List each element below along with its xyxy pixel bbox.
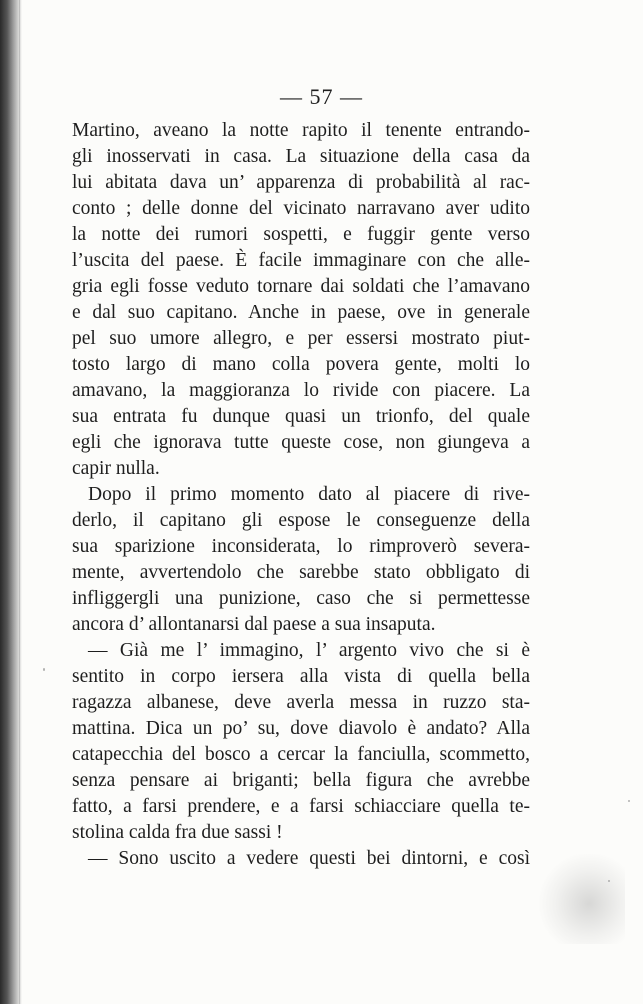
paper-speck [43, 668, 45, 671]
paragraph [72, 118, 530, 482]
text-line: pel suo umore allegro, e per essersi mostrato piut- [72, 328, 530, 349]
text-line: senza pensare ai briganti; bella figura che avrebbe [72, 770, 530, 791]
paragraph [72, 846, 530, 872]
text-line: egli che ignorava tutte queste cose, non giungeva a [72, 432, 530, 453]
book-spine-shadow [0, 0, 20, 1004]
text-line: infliggergli una punizione, caso che si permettesse [72, 588, 530, 609]
text-line: gli inosservati in casa. La situazione della casa da [72, 146, 530, 167]
text-line: Dopo il primo momento dato al piacere di rive- [88, 484, 530, 505]
text-line: sua entrata fu dunque quasi un trionfo, del quale [72, 406, 530, 427]
text-line: amavano, la maggioranza lo rivide con piacere. La [72, 380, 530, 401]
text-line: sua sparizione inconsiderata, lo rimproverò severa- [72, 536, 530, 557]
text-line: gria egli fosse veduto tornare dai soldati che l’amavano [72, 276, 530, 297]
text-line: ragazza albanese, deve averla messa in ruzzo sta- [72, 692, 530, 713]
text-line: fatto, a farsi prendere, e a farsi schiacciare quella te- [72, 796, 530, 817]
paper-speck [628, 800, 630, 802]
paper-smudge [535, 854, 625, 944]
body-text [72, 118, 530, 872]
text-line: conto ; delle donne del vicinato narravano aver udito [72, 198, 530, 219]
paragraph [72, 482, 530, 638]
text-line: ancora d’ allontanarsi dal paese a sua insaputa. [72, 614, 436, 635]
text-line: l’uscita del paese. È facile immaginare con che alle- [72, 250, 530, 271]
text-line: capir nulla. [72, 458, 160, 479]
text-line: — Già me l’ immagino, l’ argento vivo che si è [88, 640, 530, 661]
text-line: — Sono uscito a vedere questi bei dintorni, e così [88, 848, 530, 869]
text-line: tosto largo di mano colla povera gente, molti lo [72, 354, 530, 375]
text-line: stolina calda fra due sassi ! [72, 822, 283, 843]
text-line: mattina. Dica un po’ su, dove diavolo è andato? Alla [72, 718, 530, 739]
text-line: la notte dei rumori sospetti, e fuggir gente verso [72, 224, 530, 245]
text-line: mente, avvertendolo che sarebbe stato obbligato di [72, 562, 530, 583]
text-line: e dal suo capitano. Anche in paese, ove in generale [72, 302, 530, 323]
spine-edge-shadow [19, 0, 22, 1004]
text-line: sentito in corpo iersera alla vista di quella bella [72, 666, 530, 687]
text-line: Martino, aveano la notte rapito il tenente entrando- [72, 120, 530, 141]
page-number: — 57 — [280, 84, 363, 109]
text-line: lui abitata dava un’ apparenza di probabilità al rac- [72, 172, 530, 193]
text-line: derlo, il capitano gli espose le conseguenze della [72, 510, 530, 531]
text-line: catapecchia del bosco a cercar la fanciulla, scommetto, [72, 744, 530, 765]
paragraph [72, 638, 530, 846]
